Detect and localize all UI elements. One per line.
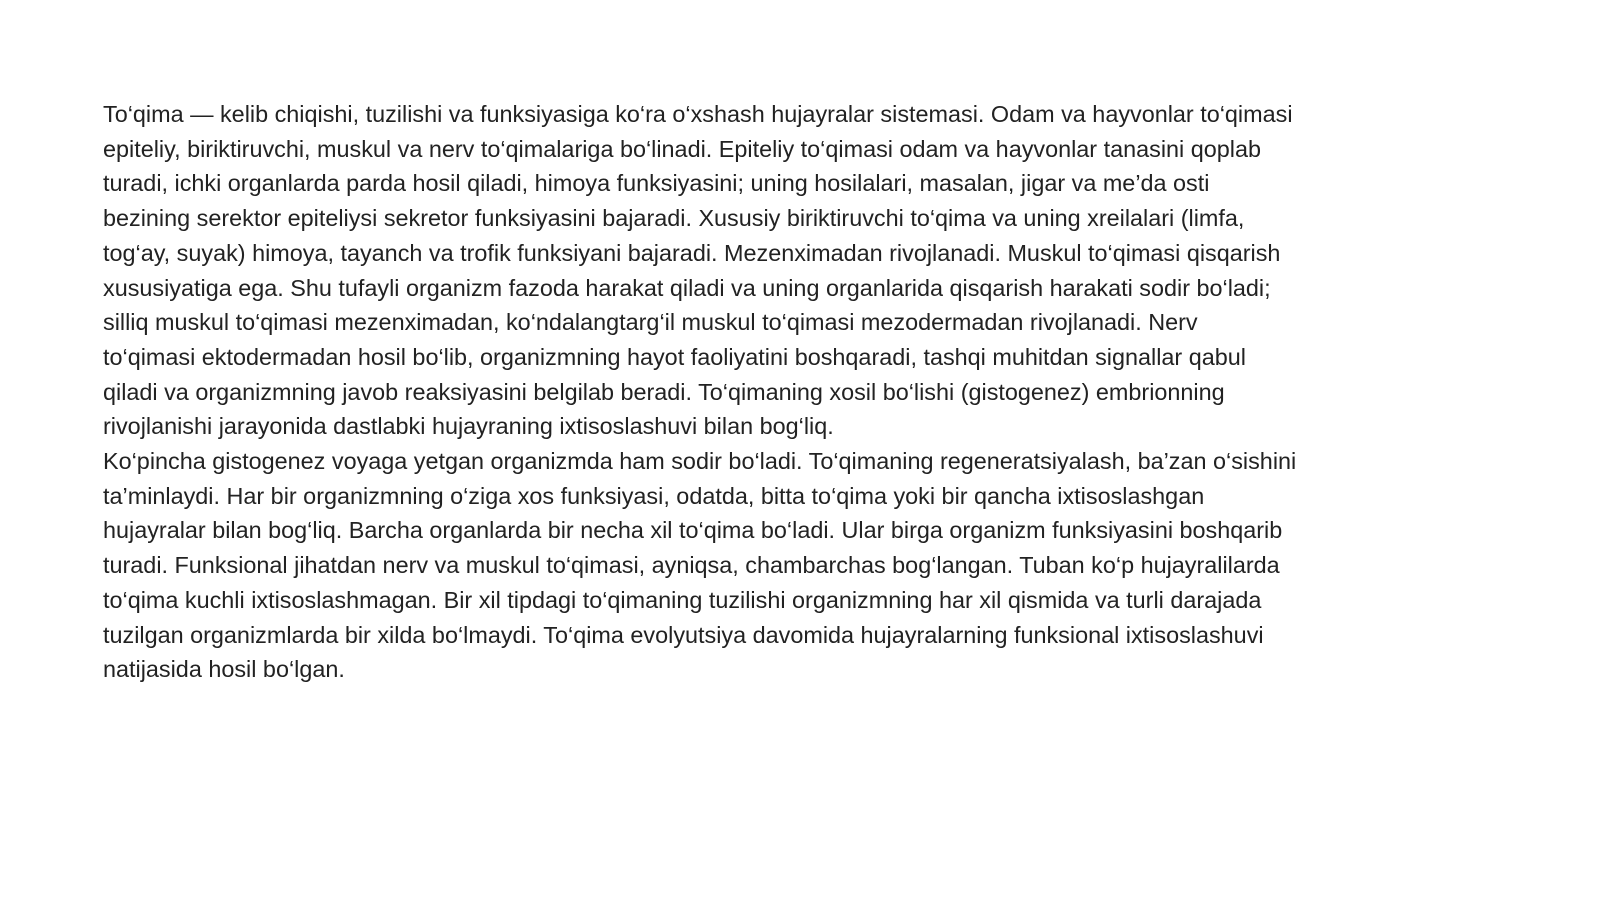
text-line: tuzilgan organizmlarda bir xilda bo‘lmaydi. To‘qima evolyutsiya davomida hujayralarning funksional ixtisoslashuvi [103,621,1264,648]
text-line: epiteliy, biriktiruvchi, muskul va nerv to‘qimalariga bo‘linadi. Epiteliy to‘qimasi odam va hayvonlar tanasini qoplab [103,135,1261,162]
text-line: tog‘ay, suyak) himoya, tayanch va trofik funksiyani bajaradi. Mezenximadan rivojlanadi. Muskul to‘qimasi qisqarish [103,239,1281,266]
text-line: ta’minlaydi. Har bir organizmning o‘ziga xos funksiyasi, odatda, bitta to‘qima yoki bir qancha ixtisoslashgan [103,482,1205,509]
text-line: to‘qima kuchli ixtisoslashmagan. Bir xil tipdagi to‘qimaning tuzilishi organizmning har xil qismida va turli darajada [103,586,1262,613]
paragraph-2 [103,444,1503,687]
text-line: turadi. Funksional jihatdan nerv va muskul to‘qimasi, ayniqsa, chambarchas bog‘langan. Tuban ko‘p hujayralilarda [103,552,1280,579]
text-line: silliq muskul to‘qimasi mezenximadan, ko‘ndalangtarg‘il muskul to‘qimasi mezodermadan rivojlanadi. Nerv [103,309,1198,336]
text-line: bezining serektor epiteliysi sekretor funksiyasini bajaradi. Xususiy biriktiruvchi to‘qima va uning xreilalari (limfa, [103,205,1245,232]
body-text [103,97,1503,687]
text-line: rivojlanishi jarayonida dastlabki hujayraning ixtisoslashuvi bilan bog‘liq. [103,413,834,440]
text-line: hujayralar bilan bog‘liq. Barcha organlarda bir necha xil to‘qima bo‘ladi. Ular birga organizm funksiyasini boshqarib [103,517,1283,544]
text-line: to‘qimasi ektodermadan hosil bo‘lib, organizmning hayot faoliyatini boshqaradi, tashqi muhitdan signallar qabul [103,343,1246,370]
text-line: turadi, ichki organlarda parda hosil qiladi, himoya funksiyasini; uning hosilalari, masalan, jigar va me’da osti [103,170,1210,197]
text-line: xususiyatiga ega. Shu tufayli organizm fazoda harakat qiladi va uning organlarida qisqarish harakati sodir bo‘ladi; [103,274,1271,301]
text-line: To‘qima — kelib chiqishi, tuzilishi va funksiyasiga ko‘ra o‘xshash hujayralar sistemasi. Odam va hayvonlar to‘qimasi [103,101,1293,127]
text-line: Ko‘pincha gistogenez voyaga yetgan organizmda ham sodir bo‘ladi. To‘qimaning regeneratsiyalash, ba’zan o‘sishini [103,448,1297,475]
text-line: natijasida hosil bo‘lgan. [103,656,345,683]
paragraph-1 [103,97,1503,444]
text-line: qiladi va organizmning javob reaksiyasini belgilab beradi. To‘qimaning xosil bo‘lishi (gistogenez) embrionning [103,378,1225,405]
